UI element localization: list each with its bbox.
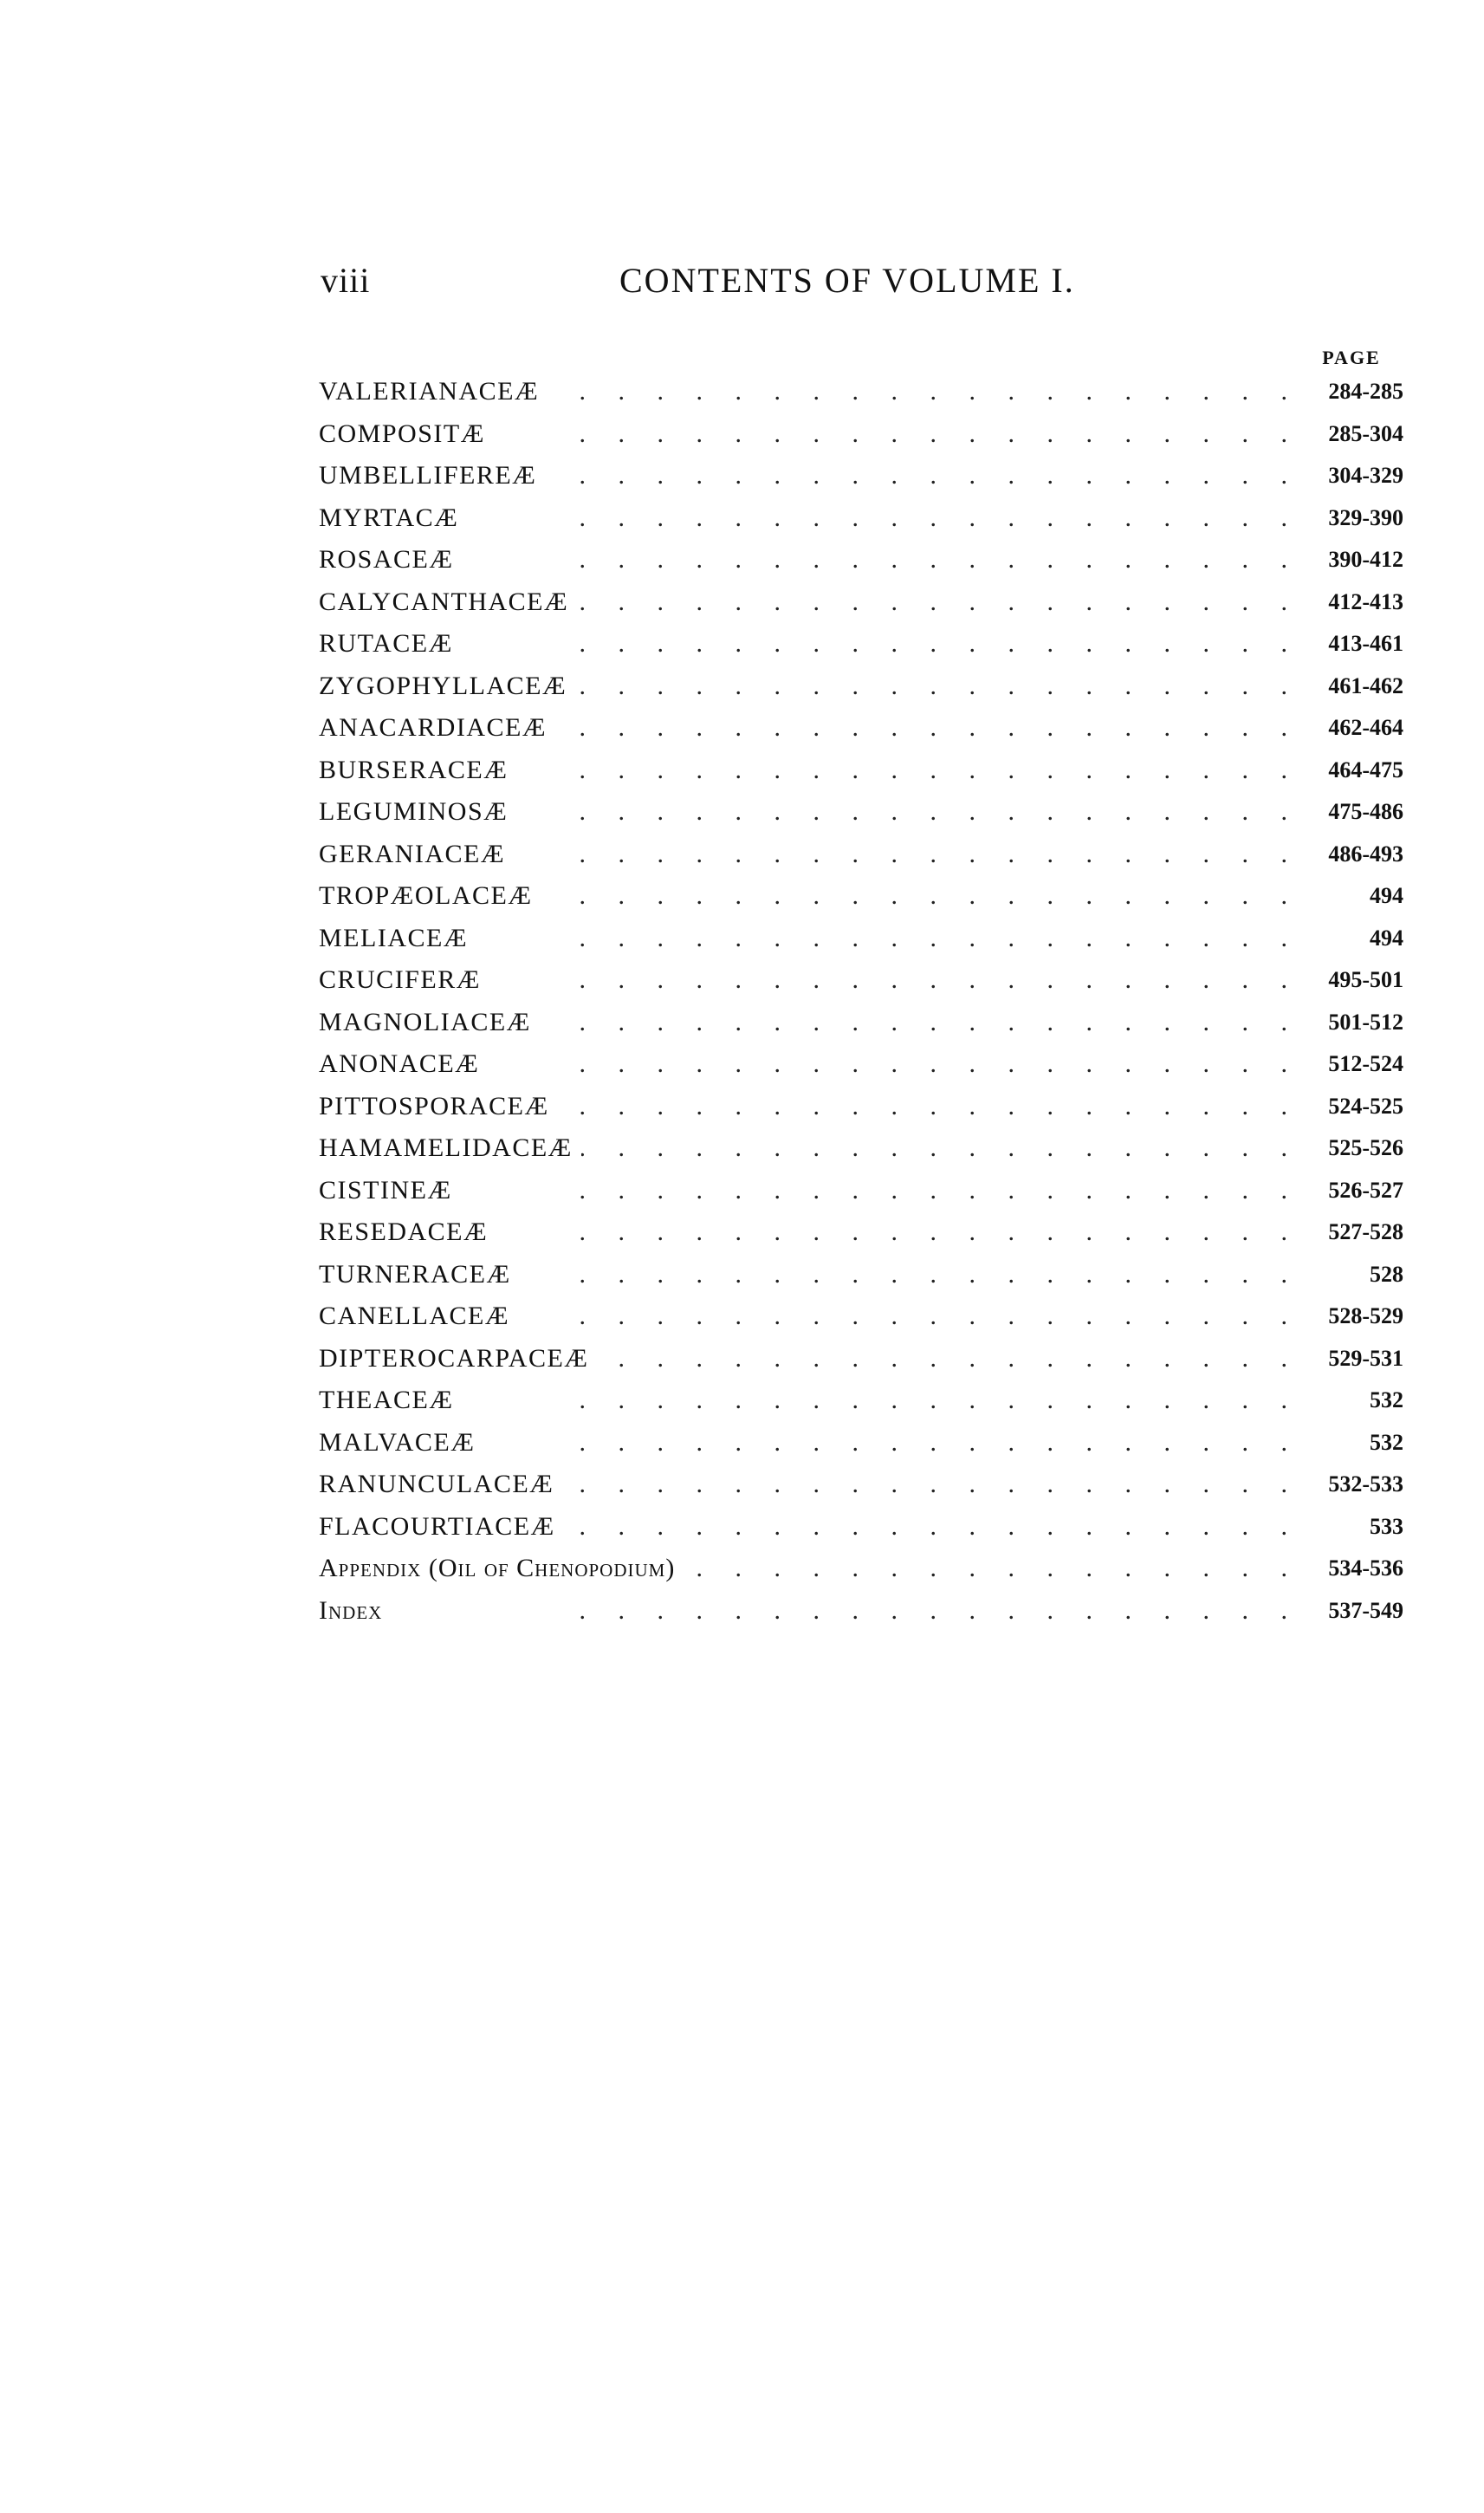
toc-entry-pages: 534-536 <box>1328 1555 1403 1581</box>
toc-entry <box>319 1338 1403 1380</box>
toc-entry-pages: 532 <box>1370 1429 1403 1455</box>
toc-entry-name: TROPÆOLACEÆ <box>319 881 541 911</box>
toc-entry <box>319 1127 1403 1170</box>
toc-entry-pages: 532 <box>1370 1387 1403 1413</box>
toc-entry-pages: 494 <box>1370 883 1403 909</box>
dot-leader <box>463 545 1287 575</box>
toc-entry <box>319 918 1403 960</box>
dot-leader <box>391 1596 1287 1626</box>
toc-entry-pages: 524-525 <box>1328 1093 1403 1119</box>
toc-entry-name: DIPTEROCARPACEÆ <box>319 1344 597 1373</box>
toc-entry <box>319 1043 1403 1086</box>
toc-entry-pages: 464-475 <box>1328 756 1403 782</box>
toc-entry-name: Appendix (Oil of Chenopodium) <box>319 1554 684 1583</box>
dot-leader <box>597 1344 1287 1373</box>
page-number: viii <box>321 261 371 300</box>
toc-entry-pages: 533 <box>1370 1513 1403 1539</box>
toc-entry-name: GERANIACEÆ <box>319 840 514 869</box>
toc-entry-name: TURNERACEÆ <box>319 1260 520 1289</box>
toc-entry-name: COMPOSITÆ <box>319 419 494 449</box>
toc-entry-pages: 329-390 <box>1328 504 1403 530</box>
toc-entry <box>319 875 1403 918</box>
toc-entry-pages: 285-304 <box>1328 420 1403 446</box>
dot-leader <box>684 1554 1287 1583</box>
dot-leader <box>562 1470 1287 1499</box>
toc-entry-pages: 461-462 <box>1328 672 1403 698</box>
dot-leader <box>461 1176 1287 1205</box>
toc-entry <box>319 707 1403 750</box>
toc-entry <box>319 413 1403 456</box>
dot-leader <box>516 756 1287 785</box>
toc-entry-name: RUTACEÆ <box>319 629 462 659</box>
toc-entry <box>319 1422 1403 1464</box>
dot-leader <box>520 1260 1287 1289</box>
toc-entry-pages: 284-285 <box>1328 379 1403 405</box>
toc-entry-pages: 486-493 <box>1328 841 1403 867</box>
toc-entry-pages: 412-413 <box>1328 588 1403 614</box>
toc-entry-pages: 528-529 <box>1328 1303 1403 1329</box>
dot-leader <box>462 629 1287 659</box>
dot-leader <box>488 1049 1287 1079</box>
dot-leader <box>463 1386 1288 1415</box>
toc-entry-pages: 525-526 <box>1328 1135 1403 1161</box>
dot-leader <box>555 713 1287 743</box>
dot-leader <box>494 419 1287 449</box>
toc-entry-pages: 462-464 <box>1328 715 1403 741</box>
toc-entry-pages: 526-527 <box>1328 1177 1403 1203</box>
toc-entry-pages: 527-528 <box>1328 1219 1403 1245</box>
toc-entry-pages: 304-329 <box>1328 463 1403 489</box>
toc-entry-name: THEACEÆ <box>319 1386 463 1415</box>
toc-entry <box>319 959 1403 1002</box>
toc-entry <box>319 750 1403 792</box>
dot-leader <box>564 1512 1287 1542</box>
toc-entry-pages: 501-512 <box>1328 1009 1403 1035</box>
toc-entry <box>319 539 1403 581</box>
toc-entry-name: CRUCIFERÆ <box>319 965 489 995</box>
toc-entry <box>319 1254 1403 1296</box>
dot-leader <box>541 881 1287 911</box>
dot-leader <box>516 797 1287 827</box>
toc-entry-name: CISTINEÆ <box>319 1176 461 1205</box>
toc-entry-index <box>319 1590 1403 1633</box>
dot-leader <box>476 924 1287 953</box>
toc-entry-pages: 528 <box>1370 1261 1403 1287</box>
toc-entry-name: VALERIANACEÆ <box>319 377 548 406</box>
dot-leader <box>558 1092 1287 1121</box>
toc-entry-name: MAGNOLIACEÆ <box>319 1008 540 1037</box>
toc-entry-name: CALYCANTHACEÆ <box>319 588 577 617</box>
toc-entry-name: ROSACEÆ <box>319 545 463 575</box>
dot-leader <box>575 672 1287 701</box>
toc-entry-name: FLACOURTIACEÆ <box>319 1512 564 1542</box>
dot-leader <box>467 503 1287 533</box>
toc-entry-pages: 495-501 <box>1328 967 1403 993</box>
toc-entry-name: RESEDACEÆ <box>319 1218 496 1247</box>
toc-entry <box>319 834 1403 876</box>
dot-leader <box>514 840 1287 869</box>
dot-leader <box>483 1428 1287 1458</box>
toc-entry-name: CANELLACEÆ <box>319 1302 518 1331</box>
dot-leader <box>577 588 1287 617</box>
toc-entry <box>319 1295 1403 1338</box>
running-head <box>321 260 1395 303</box>
toc-entry-pages: 475-486 <box>1328 799 1403 825</box>
dot-leader <box>545 461 1287 490</box>
dot-leader <box>540 1008 1287 1037</box>
dot-leader <box>518 1302 1287 1331</box>
toc-entry-name: HAMAMELIDACEÆ <box>319 1133 581 1163</box>
toc-entry <box>319 1086 1403 1128</box>
toc-entry <box>319 623 1403 666</box>
toc-entry-name: MELIACEÆ <box>319 924 476 953</box>
toc-entry-pages: 537-549 <box>1328 1597 1403 1623</box>
toc-entry-name: BURSERACEÆ <box>319 756 516 785</box>
toc-entry-name: MALVACEÆ <box>319 1428 483 1458</box>
page-column-label: PAGE <box>1322 347 1381 368</box>
toc-entry <box>319 497 1403 540</box>
toc-entry <box>319 455 1403 497</box>
toc-entry-name: ANONACEÆ <box>319 1049 488 1079</box>
toc-entry-name: LEGUMINOSÆ <box>319 797 516 827</box>
toc-entry-pages: 529-531 <box>1328 1345 1403 1371</box>
toc-entry-name: ANACARDIACEÆ <box>319 713 555 743</box>
toc-entry <box>319 1464 1403 1506</box>
page-title: CONTENTS OF VOLUME I. <box>619 261 1075 300</box>
dot-leader <box>548 377 1287 406</box>
toc-entry-pages: 390-412 <box>1328 547 1403 573</box>
toc-entry-name: PITTOSPORACEÆ <box>319 1092 558 1121</box>
toc-entry-pages: 413-461 <box>1328 631 1403 657</box>
dot-leader <box>489 965 1287 995</box>
toc-entry-name: UMBELLIFEREÆ <box>319 461 545 490</box>
toc-entry <box>319 1506 1403 1549</box>
toc-entry <box>319 581 1403 624</box>
toc-entry-pages: 532-533 <box>1328 1471 1403 1497</box>
dot-leader <box>496 1218 1287 1247</box>
dot-leader <box>581 1133 1287 1163</box>
toc-entry <box>319 1002 1403 1044</box>
toc-entry-name: Index <box>319 1596 391 1626</box>
table-of-contents <box>319 371 1403 1632</box>
toc-entry <box>319 666 1403 708</box>
toc-entry-pages: 512-524 <box>1328 1051 1403 1077</box>
toc-entry <box>319 1170 1403 1212</box>
toc-entry <box>319 791 1403 834</box>
toc-entry-pages: 494 <box>1370 925 1403 951</box>
toc-entry <box>319 1380 1403 1422</box>
toc-entry-name: MYRTACÆ <box>319 503 467 533</box>
toc-entry-appendix <box>319 1548 1403 1590</box>
toc-entry <box>319 1211 1403 1254</box>
toc-entry <box>319 371 1403 413</box>
toc-entry-name: RANUNCULACEÆ <box>319 1470 562 1499</box>
toc-entry-name: ZYGOPHYLLACEÆ <box>319 672 575 701</box>
